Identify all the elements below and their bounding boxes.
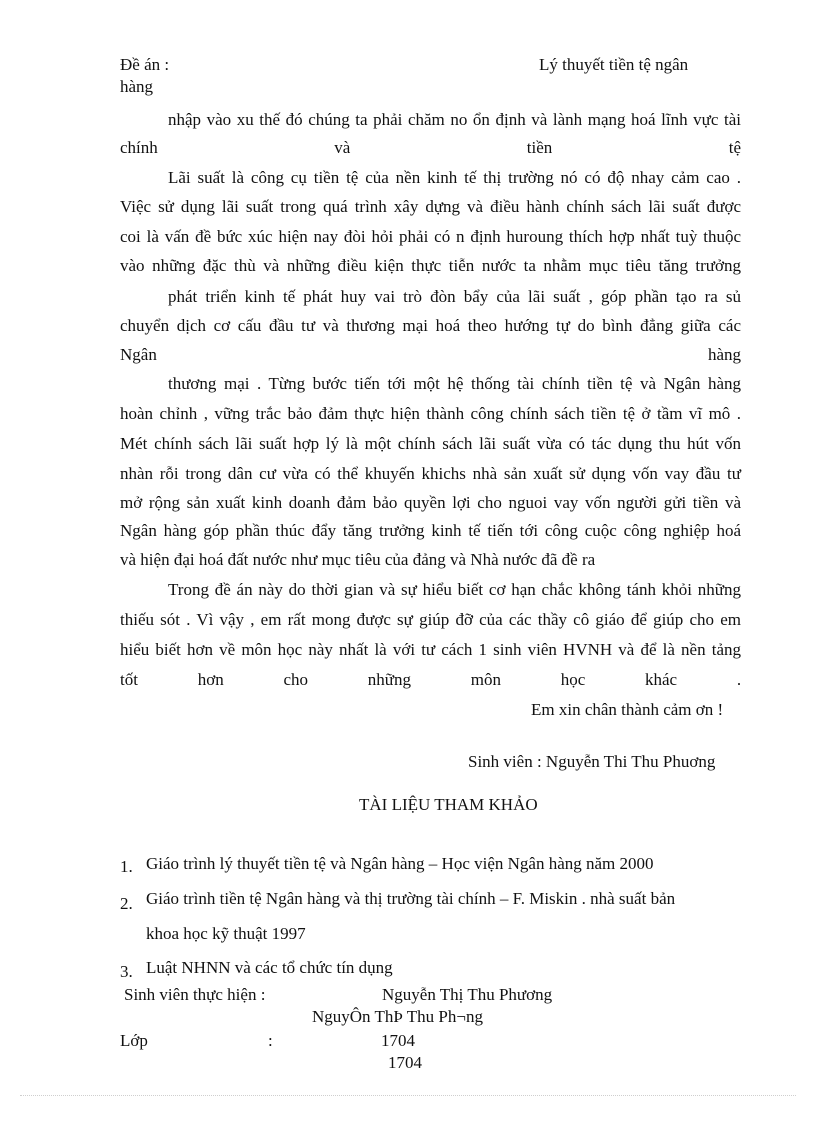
reference-1-number: 1. [120, 857, 133, 876]
reference-1-text: Giáo trình lý thuyết tiền tệ và Ngân hàng – Học viện Ngân hàng năm 2000 [146, 854, 654, 873]
student-name: Nguyễn Thị Thu Phương [382, 985, 553, 1004]
body-word: hàng [707, 345, 741, 364]
body-word: tiền [526, 138, 553, 157]
body-line: chuyển dịch cơ cấu đầu tư và thương mại hoá theo hướng tự do bình đẳng giữa các [120, 316, 741, 335]
reference-2-number: 2. [120, 894, 133, 913]
student-label: Sinh viên thực hiện : [124, 985, 266, 1004]
header-right: Lý thuyết tiền tệ ngân [539, 55, 689, 74]
body-word: khác [645, 670, 678, 689]
body-word: Ngân [120, 345, 157, 364]
body-line [120, 345, 741, 365]
reference-3-number: 3. [120, 962, 133, 981]
body-line: phát triển kinh tế phát huy vai trò đòn bẩy của lãi suất , góp phần tạo ra sủ [168, 287, 741, 306]
body-line [120, 138, 741, 158]
body-line: Ngân hàng góp phần thúc đẩy tăng trưởng kinh tế tiến tới công cuộc công nghiệp hoá [120, 521, 741, 540]
class-value: 1704 [381, 1031, 415, 1050]
references-title: TÀI LIỆU THAM KHẢO [359, 795, 538, 814]
body-line [120, 670, 741, 690]
page-bottom-rule [20, 1095, 796, 1096]
body-line: Lãi suất là công cụ tiền tệ của nền kinh tế thị trường nó có độ nhay cảm cao . [168, 168, 741, 187]
body-word: . [736, 670, 742, 689]
body-line: hoàn chỉnh , vững trắc bảo đảm thực hiện thành công chính sách tiền tệ ở tầm vĩ mô . [120, 404, 741, 423]
body-word: tốt [120, 670, 138, 689]
body-word: và [334, 138, 351, 157]
body-line: và hiện đại hoá đất nước như mục tiêu của đảng và Nhà nước đã đề ra [120, 550, 596, 569]
reference-2-text: Giáo trình tiền tệ Ngân hàng và thị trường tài chính – F. Miskin . nhà suất bản [146, 889, 676, 908]
body-word: tệ [728, 138, 742, 157]
body-line: nhàn rỗi trong dân cư vừa có thể khuyến khichs nhà sản xuất sử dụng vốn vay đầu tư [120, 464, 741, 483]
class-colon: : [268, 1031, 273, 1050]
body-line: hiểu biết hơn về môn học này nhất là với tư cách 1 sinh viên HVNH và để là nền tảng [120, 640, 741, 659]
closing-line: Em xin chân thành cảm ơn ! [531, 700, 724, 719]
body-line: thương mại . Từng bước tiến tới một hệ thống tài chính tiền tệ và Ngân hàng [168, 374, 741, 393]
class-label: Lớp [120, 1031, 148, 1050]
body-word: chính [120, 138, 158, 157]
body-line: nhập vào xu thế đó chúng ta phải chăm no ổn định và lành mạng hoá lĩnh vực tài [168, 110, 741, 129]
body-line: Mét chính sách lãi suất hợp lý là một chính sách lãi suất vừa có tác dụng thu hút vốn [120, 434, 741, 453]
body-word: môn [470, 670, 501, 689]
body-line: thiếu sót . Vì vậy , em rất mong được sự giúp đỡ của các thầy cô giáo để giúp cho em [120, 610, 741, 629]
body-word: học [560, 670, 586, 689]
header-wrap: hàng [120, 77, 154, 96]
body-line: Trong đề án này do thời gian và sự hiểu biết cơ hạn chắc không tánh khỏi những [168, 580, 741, 599]
header-left: Đề án : [120, 55, 170, 74]
body-line: mở rộng sản xuất kinh doanh đảm bảo quyền lợi cho nguoi vay vốn người gửi tiền và [120, 493, 741, 512]
body-word: cho [283, 670, 308, 689]
signature-line: Sinh viên : Nguyễn Thi Thu Phuơng [468, 752, 716, 771]
body-line: Việc sử dụng lãi suất trong quá trình xây dựng và điều hành chính sách lãi suất được [120, 197, 741, 216]
reference-2-continuation: khoa học kỹ thuật 1997 [146, 924, 306, 943]
class-value-duplicate: 1704 [388, 1053, 422, 1072]
reference-3-text: Luật NHNN và các tổ chức tín dụng [146, 958, 393, 977]
body-word: hơn [197, 670, 224, 689]
body-line: vào những đặc thù và những điều kiện thực tiễn nước ta nhằm mục tiêu tăng trưởng [120, 256, 741, 275]
body-word: những [367, 670, 411, 689]
student-name-garbled: NguyÔn ThÞ Thu Ph¬ng [312, 1007, 483, 1026]
body-line: coi là vấn đề bức xúc hiện nay đòi hỏi phải có n định huroung thích hợp nhất tuỳ thuộc [120, 227, 741, 246]
